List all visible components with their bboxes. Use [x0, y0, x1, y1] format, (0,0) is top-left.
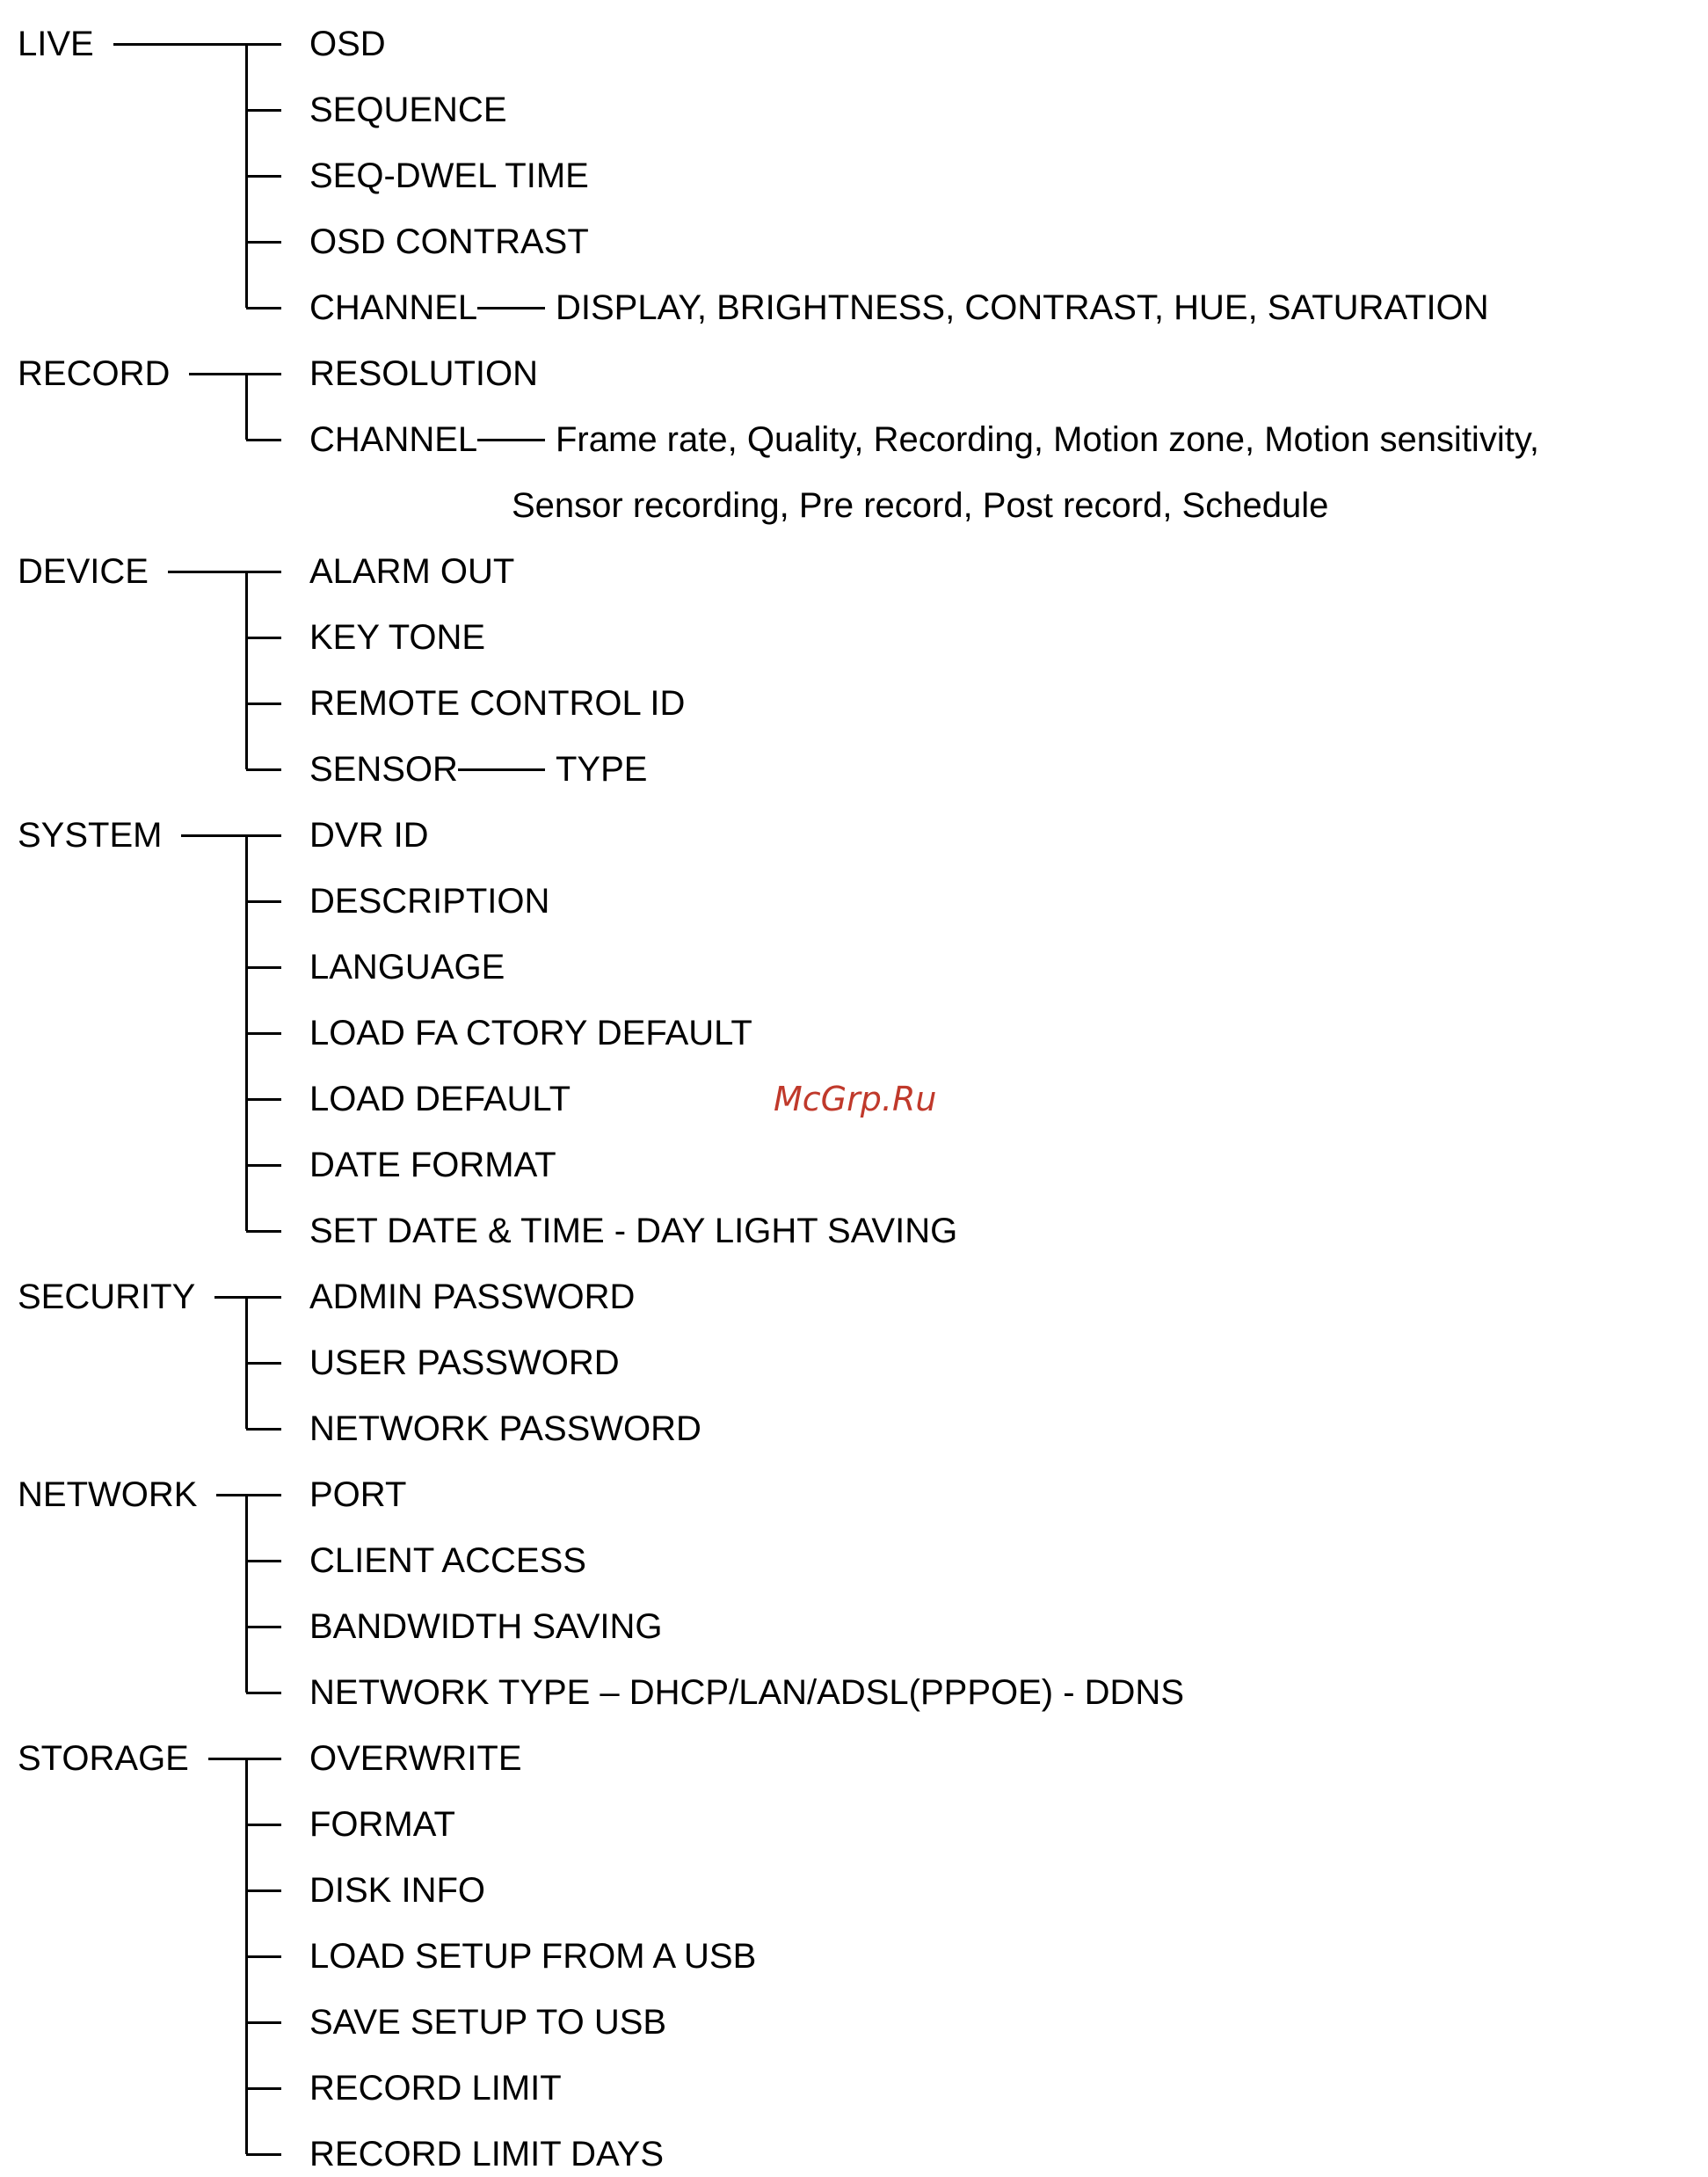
menu-item: CHANNEL [309, 288, 478, 327]
menu-item-detail: DISPLAY, BRIGHTNESS, CONTRAST, HUE, SATURATION [556, 288, 1489, 327]
connector-detail [458, 768, 545, 771]
connector-branch [246, 1362, 281, 1365]
connector-branch [246, 1428, 281, 1431]
menu-item: ALARM OUT [309, 552, 515, 591]
menu-item: LOAD FA CTORY DEFAULT [309, 1014, 752, 1052]
menu-group-live: LIVE [18, 25, 94, 63]
connector-branch [246, 1824, 281, 1826]
menu-item: SEQ-DWEL TIME [309, 157, 589, 195]
connector-branch [246, 2087, 281, 2090]
connector-horizontal [113, 43, 281, 46]
menu-group-storage: STORAGE [18, 1739, 189, 1778]
menu-group-network: NETWORK [18, 1475, 198, 1514]
connector-branch [246, 2021, 281, 2024]
watermark: McGrp.Ru [774, 1080, 937, 1118]
connector-spine [245, 835, 248, 1231]
menu-item: FORMAT [309, 1805, 455, 1844]
connector-horizontal [216, 1494, 281, 1496]
connector-branch [246, 1692, 281, 1694]
menu-item: LOAD DEFAULT [309, 1080, 571, 1118]
connector-spine [245, 1495, 248, 1693]
menu-group-security: SECURITY [18, 1278, 196, 1316]
menu-item: DVR ID [309, 816, 429, 855]
connector-branch [246, 307, 281, 309]
menu-item: USER PASSWORD [309, 1343, 620, 1382]
connector-horizontal [168, 571, 281, 573]
menu-item: CHANNEL [309, 420, 478, 459]
menu-item-detail: TYPE [556, 750, 648, 789]
connector-branch [246, 241, 281, 244]
connector-branch [246, 1560, 281, 1562]
connector-spine [245, 374, 248, 440]
connector-spine [245, 572, 248, 769]
connector-branch [246, 1032, 281, 1035]
connector-detail [477, 307, 545, 309]
menu-item-detail: Sensor recording, Pre record, Post record, Schedule [512, 486, 1329, 525]
menu-item-detail: Frame rate, Quality, Recording, Motion zone, Motion sensitivity, [556, 420, 1539, 459]
connector-horizontal [214, 1296, 281, 1299]
connector-branch [246, 1626, 281, 1628]
menu-item: RECORD LIMIT DAYS [309, 2135, 665, 2173]
menu-item: RECORD LIMIT [309, 2069, 562, 2108]
menu-item: KEY TONE [309, 618, 486, 657]
menu-item: SENSOR [309, 750, 458, 789]
menu-group-device: DEVICE [18, 552, 149, 591]
menu-item: OSD CONTRAST [309, 222, 589, 261]
connector-detail [477, 439, 545, 441]
connector-spine [245, 1297, 248, 1429]
menu-item: BANDWIDTH SAVING [309, 1607, 663, 1646]
menu-item: DISK INFO [309, 1871, 486, 1910]
menu-item: LANGUAGE [309, 948, 505, 987]
connector-branch [246, 2153, 281, 2156]
connector-branch [246, 1889, 281, 1892]
menu-item: CLIENT ACCESS [309, 1541, 586, 1580]
menu-item: OVERWRITE [309, 1739, 522, 1778]
menu-item: OSD [309, 25, 386, 63]
connector-branch [246, 1230, 281, 1233]
menu-item: SET DATE & TIME - DAY LIGHT SAVING [309, 1212, 958, 1250]
menu-item: NETWORK PASSWORD [309, 1409, 701, 1448]
menu-item: SAVE SETUP TO USB [309, 2003, 667, 2042]
menu-item: REMOTE CONTROL ID [309, 684, 686, 723]
connector-branch [246, 900, 281, 903]
connector-branch [246, 768, 281, 771]
connector-branch [246, 703, 281, 705]
menu-item: LOAD SETUP FROM A USB [309, 1937, 757, 1976]
menu-item: DESCRIPTION [309, 882, 550, 921]
connector-horizontal [189, 373, 281, 375]
menu-group-system: SYSTEM [18, 816, 163, 855]
connector-branch [246, 439, 281, 441]
menu-item: ADMIN PASSWORD [309, 1278, 636, 1316]
connector-branch [246, 1098, 281, 1101]
menu-item: RESOLUTION [309, 354, 539, 393]
connector-spine [245, 1758, 248, 2154]
menu-item: NETWORK TYPE – DHCP/LAN/ADSL(PPPOE) - DDNS [309, 1673, 1184, 1712]
connector-horizontal [181, 834, 281, 837]
menu-item: SEQUENCE [309, 91, 507, 129]
menu-group-record: RECORD [18, 354, 171, 393]
menu-item: DATE FORMAT [309, 1146, 556, 1184]
connector-branch [246, 1955, 281, 1958]
menu-item: PORT [309, 1475, 407, 1514]
connector-branch [246, 175, 281, 178]
connector-branch [246, 966, 281, 969]
connector-spine [245, 44, 248, 308]
connector-branch [246, 1164, 281, 1167]
connector-branch [246, 637, 281, 639]
connector-branch [246, 109, 281, 112]
